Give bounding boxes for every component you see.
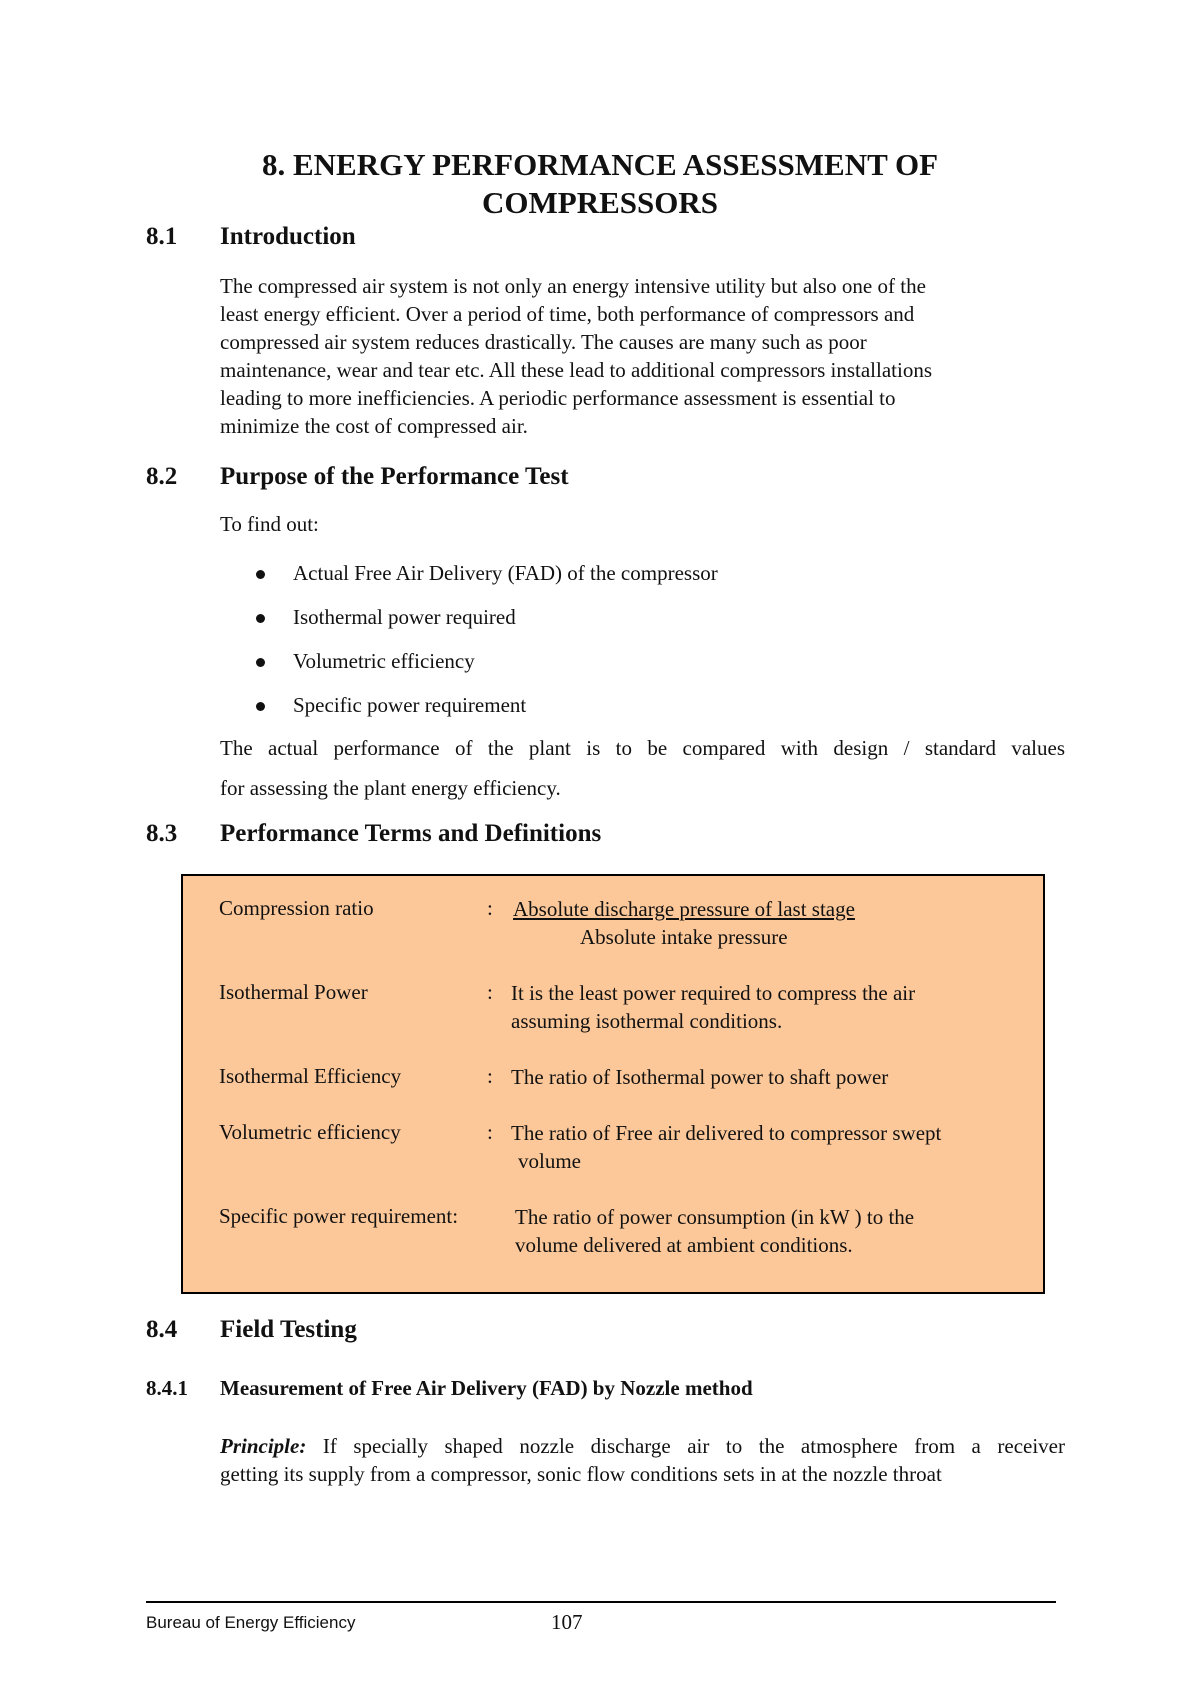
text-line: maintenance, wear and tear etc. All these lead to additional compressors installations [220,358,933,382]
text-line: compressed air system reduces drastically. The causes are many such as poor [220,330,867,354]
principle-paragraph [220,1432,1065,1488]
colon-separator: : [487,896,493,920]
definition-line: It is the least power required to compress the air [511,981,916,1005]
list-item-text: Actual Free Air Delivery (FAD) of the compressor [293,561,718,585]
intro-paragraph [220,272,1065,440]
term-definition [511,979,915,1035]
bullet-icon [256,614,265,623]
definition-line: The ratio of power consumption (in kW ) to the [515,1205,915,1229]
term-definition: The ratio of Free air delivered to compressor swept [511,1121,942,1145]
title-line-2: COMPRESSORS [482,185,718,220]
footer-organization: Bureau of Energy Efficiency [146,1613,356,1632]
term-label: Volumetric efficiency [219,1120,401,1144]
colon-separator: : [487,980,493,1004]
text-line: leading to more inefficiencies. A periodic performance assessment is essential to [220,386,896,410]
definition-line: assuming isothermal conditions. [511,1009,783,1033]
section-title: Field Testing [220,1316,357,1343]
text-line: The actual performance of the plant is to be compared with design / standard values [220,736,1065,760]
bullet-icon [256,570,265,579]
bullet-icon [256,702,265,711]
title-line-1: 8. ENERGY PERFORMANCE ASSESSMENT OF [261,147,939,182]
section-number: 8.2 [146,463,178,490]
term-definition [515,1203,914,1259]
term-definition: volume [518,1149,581,1173]
section-number: 8.4 [146,1316,178,1343]
section-title: Purpose of the Performance Test [220,463,569,490]
principle-text: If specially shaped nozzle discharge air to the atmosphere from a receiver [306,1434,1065,1458]
purpose-intro: To find out: [220,512,319,536]
term-definition: Absolute intake pressure [580,925,788,949]
subsection-title: Measurement of Free Air Delivery (FAD) by Nozzle method [220,1376,753,1400]
term-definition: Absolute discharge pressure of last stage [513,897,855,921]
section-title: Introduction [220,223,356,250]
section-title: Performance Terms and Definitions [220,820,602,847]
colon-separator: : [487,1120,493,1144]
list-item-text: Isothermal power required [293,605,516,629]
list-item-text: Specific power requirement [293,693,527,717]
text-line: minimize the cost of compressed air. [220,414,528,438]
section-number: 8.3 [146,820,178,847]
definition-line: volume delivered at ambient conditions. [515,1233,853,1257]
term-label: Isothermal Power [219,980,368,1004]
principle-label: Principle: [220,1434,307,1458]
term-label: Isothermal Efficiency [219,1064,402,1088]
colon-separator: : [487,1064,493,1088]
text-line: for assessing the plant energy efficiency. [220,776,561,800]
footer-rule [146,1601,1056,1603]
text-line [220,1432,1065,1460]
term-label: Specific power requirement: [219,1204,459,1228]
page-number: 107 [551,1610,583,1634]
text-line: least energy efficient. Over a period of time, both performance of compressors and [220,302,915,326]
term-definition: The ratio of Isothermal power to shaft power [511,1065,889,1089]
text-line: getting its supply from a compressor, sonic flow conditions sets in at the nozzle throat [220,1462,942,1486]
bullet-icon [256,658,265,667]
subsection-number: 8.4.1 [146,1376,188,1400]
list-item-text: Volumetric efficiency [293,649,475,673]
purpose-closing [220,728,1065,808]
text-line: The compressed air system is not only an energy intensive utility but also one of the [220,274,926,298]
section-number: 8.1 [146,223,178,250]
page-title [0,146,1200,222]
term-label: Compression ratio [219,896,374,920]
